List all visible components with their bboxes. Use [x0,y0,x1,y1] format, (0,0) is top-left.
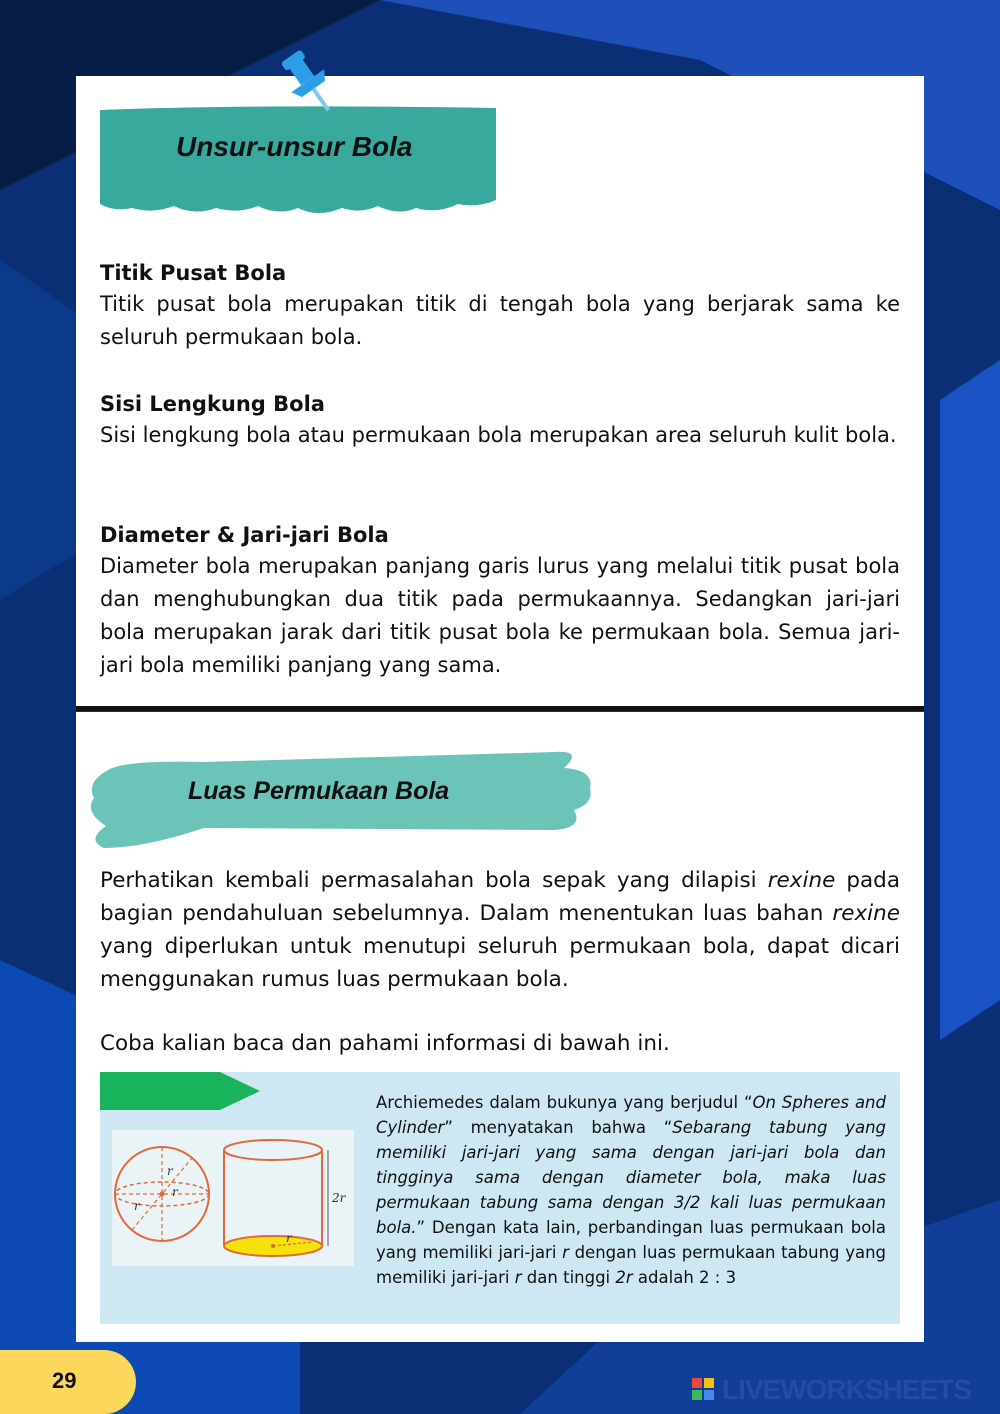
item-titik-pusat [100,258,900,354]
label-r-left: r [134,1199,140,1213]
intro-paragraph: Perhatikan kembali permasalahan bola sepak yang dilapisi rexine pada bagian pendahuluan sebelumnya. Dalam menentukan luas bahan rexine yang diperlukan untuk menutupi seluruh permukaan bola, dapat dicari menggunakan rumus luas permukaan bola. [100,868,900,992]
item-sisi-lengkung [100,389,900,452]
label-r-cylinder: r [286,1231,292,1245]
sphere-cylinder-figure [112,1130,354,1266]
section-title-luas: Luas Permukaan Bola [188,777,450,805]
item-text: Sisi lengkung bola atau permukaan bola merupakan area seluruh kulit bola. [100,423,897,447]
instruction-text: Coba kalian baca dan pahami informasi di bawah ini. [100,1031,670,1056]
pushpin-icon [270,44,350,124]
item-heading: Diameter & Jari-jari Bola [100,523,389,547]
item-heading: Titik Pusat Bola [100,261,287,285]
archimedes-text: Archiemedes dalam bukunya yang berjudul “On Spheres and Cylinder” menyatakan bahwa “Sebarang tabung yang memiliki jari-jari yang sama dengan jari-jari bola dan tingginya sama dengan diameter bola, maka luas permukaan tabung sama dengan 3/2 kali luas permukaan bola.” Dengan kata lain, perbandingan luas permukaan bola yang memiliki jari-jari r dengan luas permukaan tabung yang memiliki jari-jari r dan tinggi 2r adalah 2 : 3 [376,1093,887,1287]
label-r-center: r [172,1185,178,1199]
label-r-top: r [167,1164,173,1178]
item-text: Diameter bola merupakan panjang garis lurus yang melalui titik pusat bola dan menghubungkan dua titik pada permukaannya. Sedangkan jari-jari bola merupakan jarak dari titik pusat bola ke permukaan bola. Semua jari-jari bola memiliki panjang yang sama. [100,554,900,677]
label-2r: 2r [332,1191,346,1205]
divider [76,706,924,711]
page-number-badge [0,1350,136,1414]
green-arrow-tag [100,1072,260,1110]
item-diameter [100,520,900,682]
item-heading: Sisi Lengkung Bola [100,392,325,416]
item-text: Titik pusat bola merupakan titik di tengah bola yang berjarak sama ke seluruh permukaan bola. [100,292,900,349]
watermark-text: LIVEWORKSHEETS [722,1374,971,1405]
section-title-unsur: Unsur-unsur Bola [176,131,413,162]
page-number: 29 [52,1368,77,1393]
